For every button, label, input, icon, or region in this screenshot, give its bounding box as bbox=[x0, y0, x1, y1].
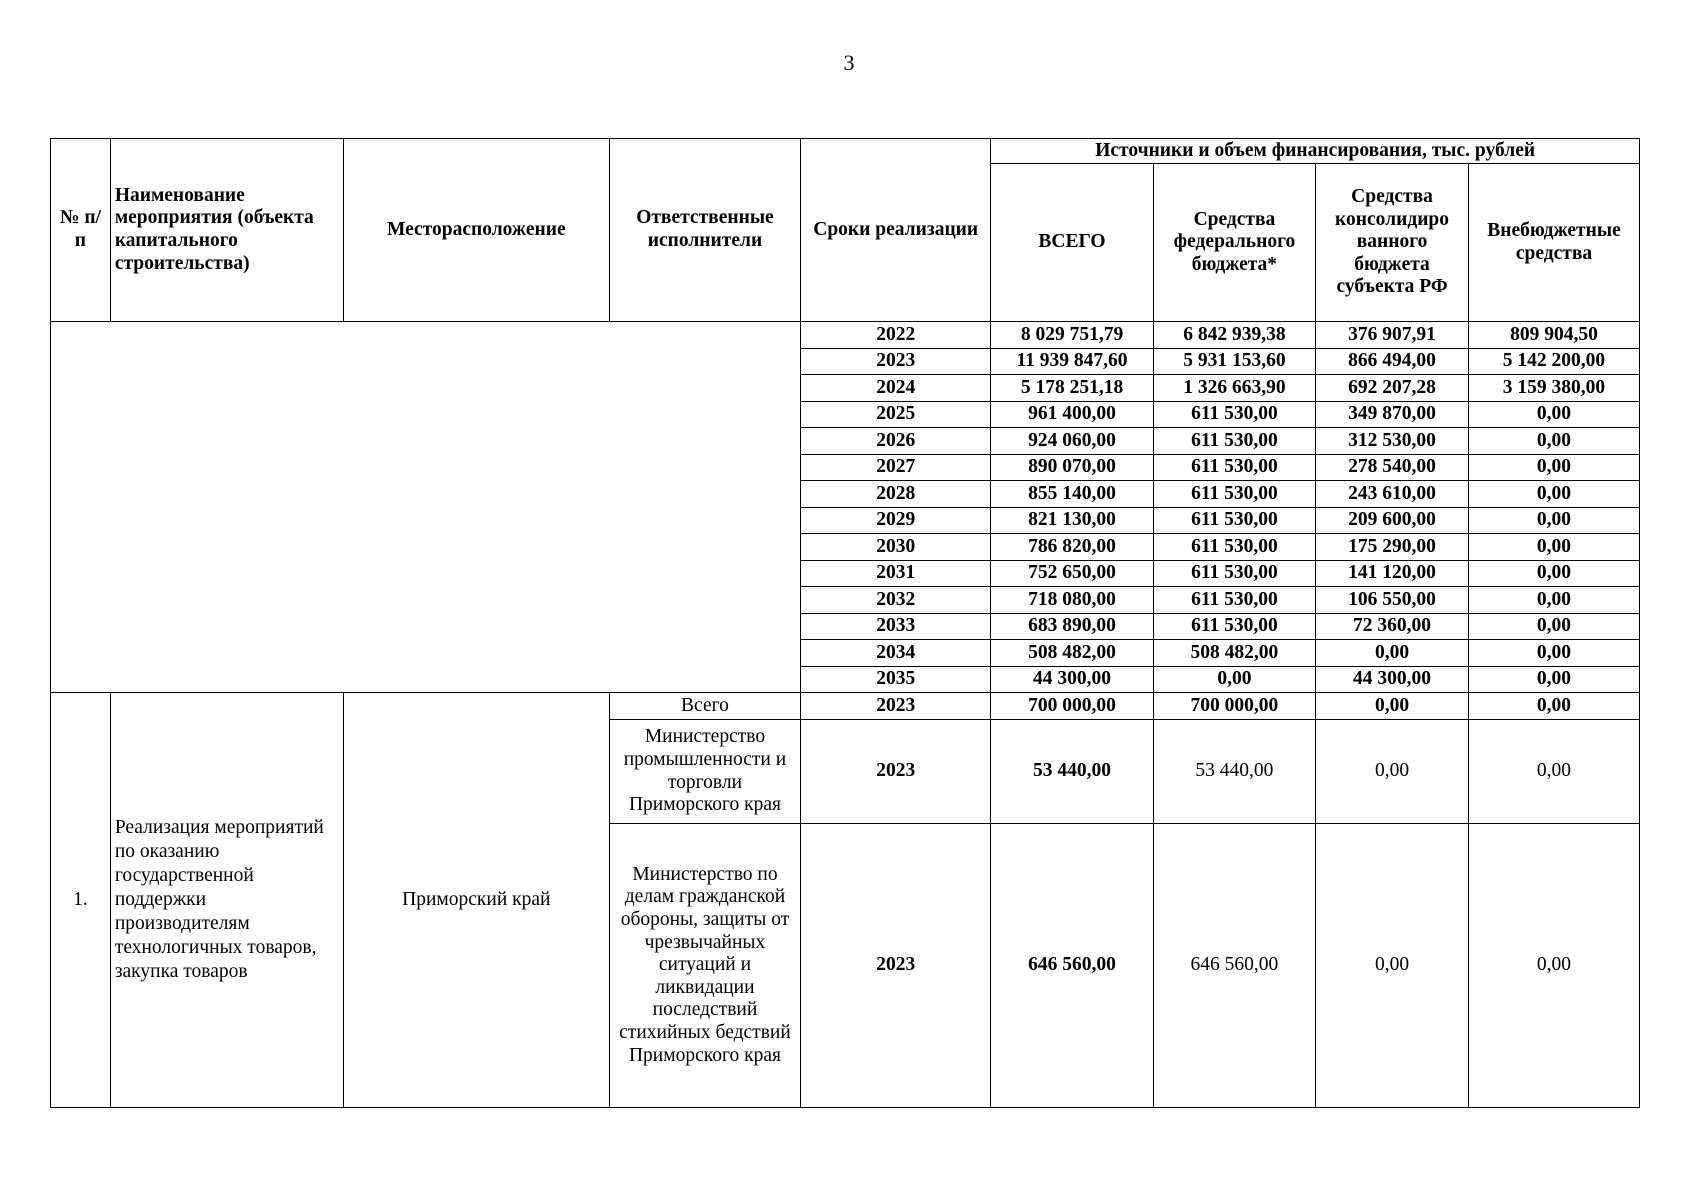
item-total: 700 000,00 bbox=[991, 693, 1153, 720]
year-offbudget-cell: 809 904,50 bbox=[1468, 322, 1639, 349]
blank-merged-cell bbox=[51, 322, 801, 693]
financing-table bbox=[50, 138, 1640, 1108]
item-executor: Министерство промышленности и торговли Приморского края bbox=[609, 720, 800, 824]
year-offbudget-cell: 0,00 bbox=[1468, 560, 1639, 587]
year-year-cell: 2035 bbox=[801, 666, 991, 693]
year-offbudget-cell: 0,00 bbox=[1468, 613, 1639, 640]
header-federal: Средства федерального бюджета* bbox=[1153, 164, 1315, 322]
year-year-cell: 2026 bbox=[801, 428, 991, 455]
year-consolidated-cell: 106 550,00 bbox=[1316, 587, 1469, 614]
year-federal-cell: 611 530,00 bbox=[1153, 534, 1315, 561]
year-federal-cell: 611 530,00 bbox=[1153, 613, 1315, 640]
year-offbudget-cell: 5 142 200,00 bbox=[1468, 348, 1639, 375]
table-row bbox=[51, 693, 1640, 720]
year-total-cell: 5 178 251,18 bbox=[991, 375, 1153, 402]
year-total-cell: 8 029 751,79 bbox=[991, 322, 1153, 349]
year-total-cell: 11 939 847,60 bbox=[991, 348, 1153, 375]
item-offbudget: 0,00 bbox=[1468, 720, 1639, 824]
year-total-cell: 786 820,00 bbox=[991, 534, 1153, 561]
year-federal-cell: 508 482,00 bbox=[1153, 640, 1315, 667]
year-consolidated-cell: 866 494,00 bbox=[1316, 348, 1469, 375]
header-executors: Ответственные исполнители bbox=[609, 139, 800, 322]
year-federal-cell: 0,00 bbox=[1153, 666, 1315, 693]
item-location: Приморский край bbox=[343, 693, 609, 1108]
header-terms: Сроки реализации bbox=[801, 139, 991, 322]
year-consolidated-cell: 349 870,00 bbox=[1316, 401, 1469, 428]
year-year-cell: 2032 bbox=[801, 587, 991, 614]
year-federal-cell: 611 530,00 bbox=[1153, 507, 1315, 534]
year-offbudget-cell: 0,00 bbox=[1468, 534, 1639, 561]
year-total-cell: 855 140,00 bbox=[991, 481, 1153, 508]
item-body bbox=[51, 693, 1640, 1108]
year-consolidated-cell: 0,00 bbox=[1316, 640, 1469, 667]
year-year-cell: 2030 bbox=[801, 534, 991, 561]
item-offbudget: 0,00 bbox=[1468, 693, 1639, 720]
year-federal-cell: 611 530,00 bbox=[1153, 401, 1315, 428]
header-location: Месторасположение bbox=[343, 139, 609, 322]
year-offbudget-cell: 0,00 bbox=[1468, 507, 1639, 534]
item-total: 646 560,00 bbox=[991, 824, 1153, 1108]
year-federal-cell: 611 530,00 bbox=[1153, 560, 1315, 587]
header-total: ВСЕГО bbox=[991, 164, 1153, 322]
year-federal-cell: 611 530,00 bbox=[1153, 481, 1315, 508]
year-total-cell: 718 080,00 bbox=[991, 587, 1153, 614]
page-number: 3 bbox=[843, 50, 855, 75]
year-federal-cell: 1 326 663,90 bbox=[1153, 375, 1315, 402]
table-row bbox=[51, 322, 1640, 349]
year-offbudget-cell: 0,00 bbox=[1468, 666, 1639, 693]
header-sources: Источники и объем финансирования, тыс. рублей bbox=[991, 139, 1640, 164]
year-total-cell: 924 060,00 bbox=[991, 428, 1153, 455]
year-offbudget-cell: 0,00 bbox=[1468, 454, 1639, 481]
year-offbudget-cell: 0,00 bbox=[1468, 640, 1639, 667]
year-totals-body bbox=[51, 322, 1640, 693]
year-year-cell: 2034 bbox=[801, 640, 991, 667]
year-consolidated-cell: 692 207,28 bbox=[1316, 375, 1469, 402]
item-executor: Министерство по делам гражданской обороны, защиты от чрезвычайных ситуаций и ликвидации последствий стихийных бедствий Приморского края bbox=[609, 824, 800, 1108]
year-year-cell: 2022 bbox=[801, 322, 991, 349]
item-total: 53 440,00 bbox=[991, 720, 1153, 824]
year-total-cell: 752 650,00 bbox=[991, 560, 1153, 587]
item-year: 2023 bbox=[801, 824, 991, 1108]
year-year-cell: 2031 bbox=[801, 560, 991, 587]
header-consolidated: Средства консолидиро ванного бюджета субъекта РФ bbox=[1316, 164, 1469, 322]
year-year-cell: 2028 bbox=[801, 481, 991, 508]
year-federal-cell: 611 530,00 bbox=[1153, 428, 1315, 455]
year-total-cell: 961 400,00 bbox=[991, 401, 1153, 428]
header-offbudget: Внебюджетные средства bbox=[1468, 164, 1639, 322]
year-consolidated-cell: 72 360,00 bbox=[1316, 613, 1469, 640]
year-offbudget-cell: 0,00 bbox=[1468, 587, 1639, 614]
item-offbudget: 0,00 bbox=[1468, 824, 1639, 1108]
year-consolidated-cell: 312 530,00 bbox=[1316, 428, 1469, 455]
year-year-cell: 2029 bbox=[801, 507, 991, 534]
item-consolidated: 0,00 bbox=[1316, 824, 1469, 1108]
year-year-cell: 2024 bbox=[801, 375, 991, 402]
year-offbudget-cell: 0,00 bbox=[1468, 481, 1639, 508]
year-offbudget-cell: 0,00 bbox=[1468, 428, 1639, 455]
year-federal-cell: 611 530,00 bbox=[1153, 587, 1315, 614]
year-consolidated-cell: 376 907,91 bbox=[1316, 322, 1469, 349]
item-consolidated: 0,00 bbox=[1316, 720, 1469, 824]
year-federal-cell: 6 842 939,38 bbox=[1153, 322, 1315, 349]
item-federal: 700 000,00 bbox=[1153, 693, 1315, 720]
item-year: 2023 bbox=[801, 720, 991, 824]
item-year: 2023 bbox=[801, 693, 991, 720]
year-year-cell: 2027 bbox=[801, 454, 991, 481]
item-consolidated: 0,00 bbox=[1316, 693, 1469, 720]
year-consolidated-cell: 44 300,00 bbox=[1316, 666, 1469, 693]
year-total-cell: 683 890,00 bbox=[991, 613, 1153, 640]
year-year-cell: 2033 bbox=[801, 613, 991, 640]
year-total-cell: 44 300,00 bbox=[991, 666, 1153, 693]
item-num: 1. bbox=[51, 693, 111, 1108]
item-federal: 53 440,00 bbox=[1153, 720, 1315, 824]
header-name: Наименование мероприятия (объекта капитального строительства) bbox=[110, 139, 343, 322]
year-year-cell: 2023 bbox=[801, 348, 991, 375]
year-offbudget-cell: 0,00 bbox=[1468, 401, 1639, 428]
year-total-cell: 890 070,00 bbox=[991, 454, 1153, 481]
year-federal-cell: 611 530,00 bbox=[1153, 454, 1315, 481]
year-consolidated-cell: 243 610,00 bbox=[1316, 481, 1469, 508]
item-executor: Всего bbox=[609, 693, 800, 720]
year-consolidated-cell: 209 600,00 bbox=[1316, 507, 1469, 534]
header-num: № п/п bbox=[51, 139, 111, 322]
year-federal-cell: 5 931 153,60 bbox=[1153, 348, 1315, 375]
item-federal: 646 560,00 bbox=[1153, 824, 1315, 1108]
year-consolidated-cell: 278 540,00 bbox=[1316, 454, 1469, 481]
year-total-cell: 508 482,00 bbox=[991, 640, 1153, 667]
year-offbudget-cell: 3 159 380,00 bbox=[1468, 375, 1639, 402]
item-name: Реализация мероприятий по оказанию государственной поддержки производителям технологичных товаров, закупка товаров bbox=[110, 693, 343, 1108]
year-year-cell: 2025 bbox=[801, 401, 991, 428]
year-total-cell: 821 130,00 bbox=[991, 507, 1153, 534]
year-consolidated-cell: 175 290,00 bbox=[1316, 534, 1469, 561]
year-consolidated-cell: 141 120,00 bbox=[1316, 560, 1469, 587]
